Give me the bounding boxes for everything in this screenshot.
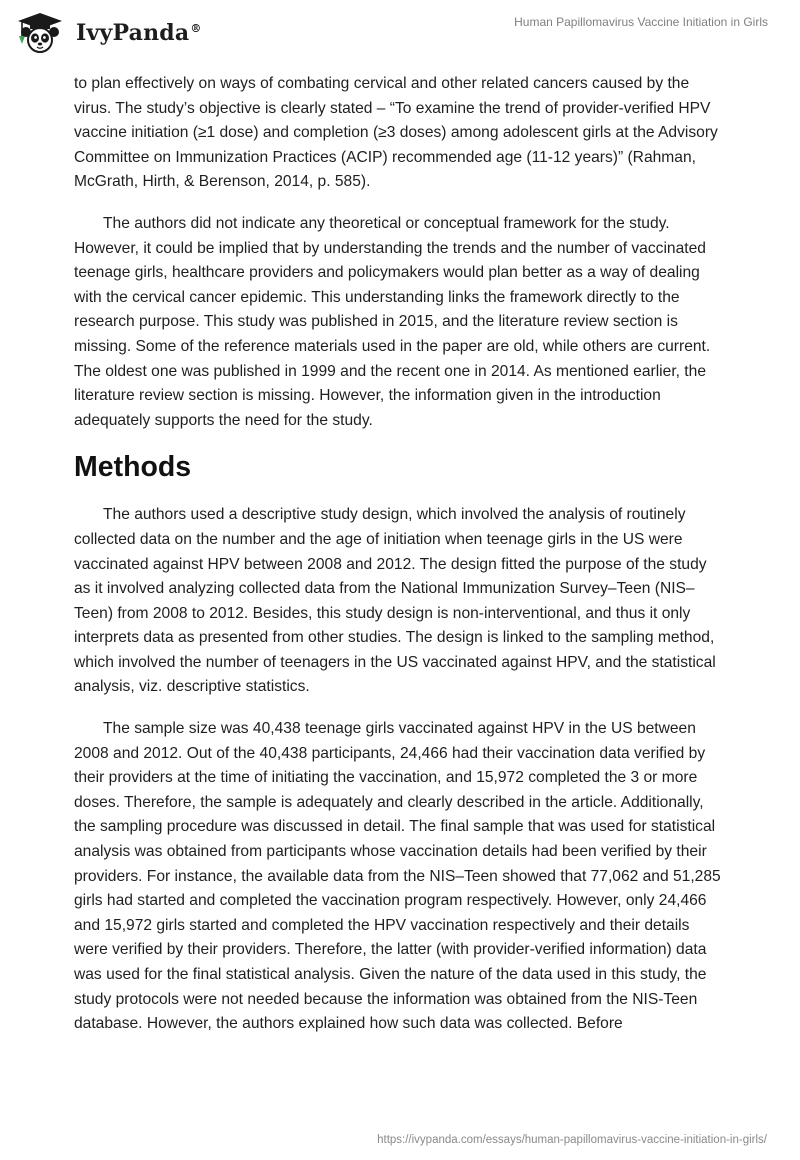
essay-body <box>74 72 726 1054</box>
page-header <box>0 0 800 66</box>
paragraph: The sample size was 40,438 teenage girls vaccinated against HPV in the US between 2008 and 2012. Out of the 40,438 participants, 24,466 had their vaccination data verified by their providers at the time of initiating the vaccination, and 15,972 completed the 3 or more doses. Therefore, the sample is adequately and clearly described in the article. Additionally, the sampling procedure was discussed in detail. The final sample that was used for statistical analysis was obtained from participants whose vaccination details had been verified by their providers. For instance, the available data from the NIS–Teen showed that 77,062 and 51,285 girls had started and completed the vaccination program respectively. However, only 24,466 and 15,972 girls started and completed the HPV vaccination respectively and their details were verified by their providers. Therefore, the latter (with provider-verified information) data was used for the final statistical analysis. Given the nature of the data used in this study, the study protocols were not needed because the information was obtained from the NIS-Teen database. However, the authors explained how such data was collected. Before <box>74 720 721 1033</box>
source-url[interactable]: https://ivypanda.com/essays/human-papillomavirus-vaccine-initiation-in-girls/ <box>377 1134 767 1146</box>
section-heading-methods: Methods <box>74 451 192 484</box>
paragraph: The authors used a descriptive study design, which involved the analysis of routinely collected data on the number and the age of initiation when teenage girls in the US were vaccinated against HPV between 2008 and 2012. The design fitted the purpose of the study as it involved analyzing collected data from the National Immunization Survey–Teen (NIS–Teen) from 2008 to 2012. Besides, this study design is non-interventional, and thus it only interprets data as presented from other studies. The design is linked to the sampling method, which involved the number of teenagers in the US vaccinated against HPV, and the statistical analysis, viz. descriptive statistics. <box>74 506 716 696</box>
paragraph: to plan effectively on ways of combating cervical and other related cancers caused by the virus. The study’s objective is clearly stated – “To examine the trend of provider-verified HPV vaccine initiation (≥1 dose) and completion (≥3 doses) among adolescent girls at the Advisory Committee on Immunization Practices (ACIP) recommended age (11-12 years)” (Rahman, McGrath, Hirth, & Berenson, 2014, p. 585). <box>74 75 718 191</box>
document-title: Human Papillomavirus Vaccine Initiation in Girls <box>514 15 768 29</box>
panda-graduate-icon <box>14 10 70 54</box>
brand-name: IvyPanda® <box>76 20 202 46</box>
brand-logo[interactable] <box>14 10 202 54</box>
paragraph: The authors did not indicate any theoretical or conceptual framework for the study. However, it could be implied that by understanding the trends and the number of vaccinated teenage girls, healthcare providers and policymakers would plan better as a way of dealing with the cervical cancer epidemic. This understanding links the framework directly to the research purpose. This study was published in 2015, and the literature review section is missing. Some of the reference materials used in the paper are old, while others are current. The oldest one was published in 1999 and the recent one in 2014. As mentioned earlier, the literature review section is missing. However, the information given in the introduction adequately supports the need for the study. <box>74 214 711 429</box>
